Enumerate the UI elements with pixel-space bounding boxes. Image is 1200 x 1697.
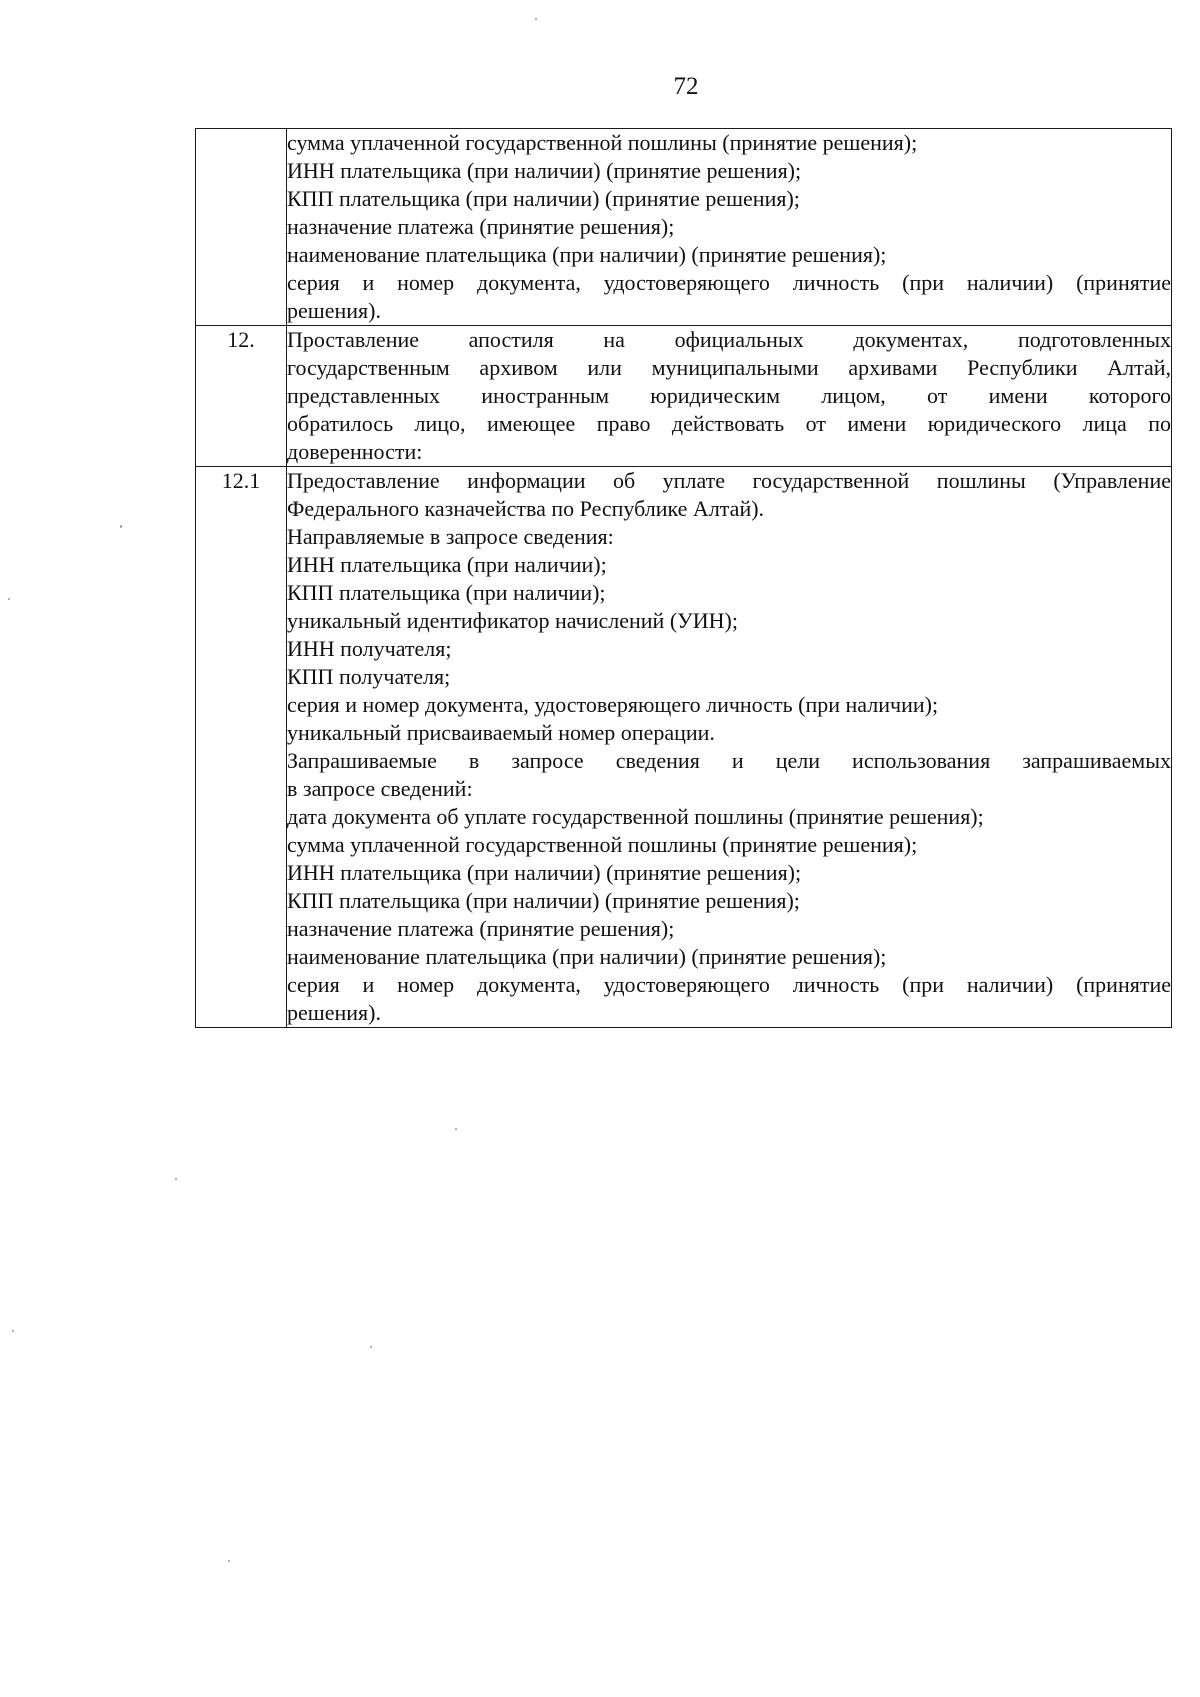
text-line: представленных иностранным юридическим лицом, от имени которого (287, 383, 1171, 408)
scan-speck (370, 1346, 372, 1348)
text-line: ИНН плательщика (при наличии); (287, 552, 607, 577)
scan-speck (120, 525, 122, 528)
scan-speck (455, 1128, 457, 1130)
scan-speck (175, 1178, 177, 1180)
text-line: Запрашиваемые в запросе сведения и цели использования запрашиваемых (287, 748, 1171, 773)
table-row (196, 467, 1172, 1028)
text-line: сумма уплаченной государственной пошлины (принятие решения); (287, 130, 918, 155)
text-line: Предоставление информации об уплате государственной пошлины (Управление (287, 468, 1171, 493)
scan-speck (8, 598, 10, 600)
text-line: КПП плательщика (при наличии) (принятие решения); (287, 186, 800, 211)
text-line: Направляемые в запросе сведения: (287, 524, 614, 549)
text-line: ИНН плательщика (при наличии) (принятие решения); (287, 860, 802, 885)
text-line: решения). (287, 298, 381, 323)
text-line: КПП получателя; (287, 664, 451, 689)
text-line: ИНН получателя; (287, 636, 452, 661)
text-line: решения). (287, 1000, 381, 1025)
text-line: обратилось лицо, имеющее право действовать от имени юридического лица по (287, 411, 1171, 436)
text-line: сумма уплаченной государственной пошлины (принятие решения); (287, 832, 918, 857)
page-number: 72 (673, 73, 699, 100)
text-line: КПП плательщика (при наличии); (287, 580, 606, 605)
text-line: в запросе сведений: (287, 776, 473, 801)
table-row (196, 129, 1172, 326)
text-line: наименование плательщика (при наличии) (принятие решения); (287, 944, 887, 969)
row-text-cell (287, 467, 1172, 1028)
text-line: государственным архивом или муниципальными архивами Республики Алтай, (287, 355, 1171, 380)
text-line: серия и номер документа, удостоверяющего личность (при наличии); (287, 692, 939, 717)
scan-speck (228, 1560, 230, 1562)
text-line: доверенности: (287, 439, 423, 464)
scan-speck (12, 1330, 14, 1332)
text-line: КПП плательщика (при наличии) (принятие решения); (287, 888, 800, 913)
text-line: Проставление апостиля на официальных документах, подготовленных (287, 327, 1171, 352)
text-line: назначение платежа (принятие решения); (287, 214, 675, 239)
row-number-cell (196, 129, 287, 326)
text-line: дата документа об уплате государственной пошлины (принятие решения); (287, 804, 984, 829)
document-table (195, 128, 1172, 1028)
text-line: серия и номер документа, удостоверяющего личность (при наличии) (принятие (287, 972, 1171, 997)
row-text-cell (287, 326, 1172, 467)
scan-speck (535, 18, 537, 20)
text-line: серия и номер документа, удостоверяющего личность (при наличии) (принятие (287, 270, 1171, 295)
text-line: Федерального казначейства по Республике Алтай). (287, 496, 765, 521)
document-table-body (196, 129, 1172, 1028)
text-line: уникальный идентификатор начислений (УИН); (287, 608, 738, 633)
row-number-cell: 12.1 (196, 467, 287, 1028)
text-line: ИНН плательщика (при наличии) (принятие решения); (287, 158, 802, 183)
row-text-cell (287, 129, 1172, 326)
text-line: уникальный присваиваемый номер операции. (287, 720, 715, 745)
row-number-cell: 12. (196, 326, 287, 467)
table-row (196, 326, 1172, 467)
text-line: назначение платежа (принятие решения); (287, 916, 675, 941)
text-line: наименование плательщика (при наличии) (принятие решения); (287, 242, 887, 267)
